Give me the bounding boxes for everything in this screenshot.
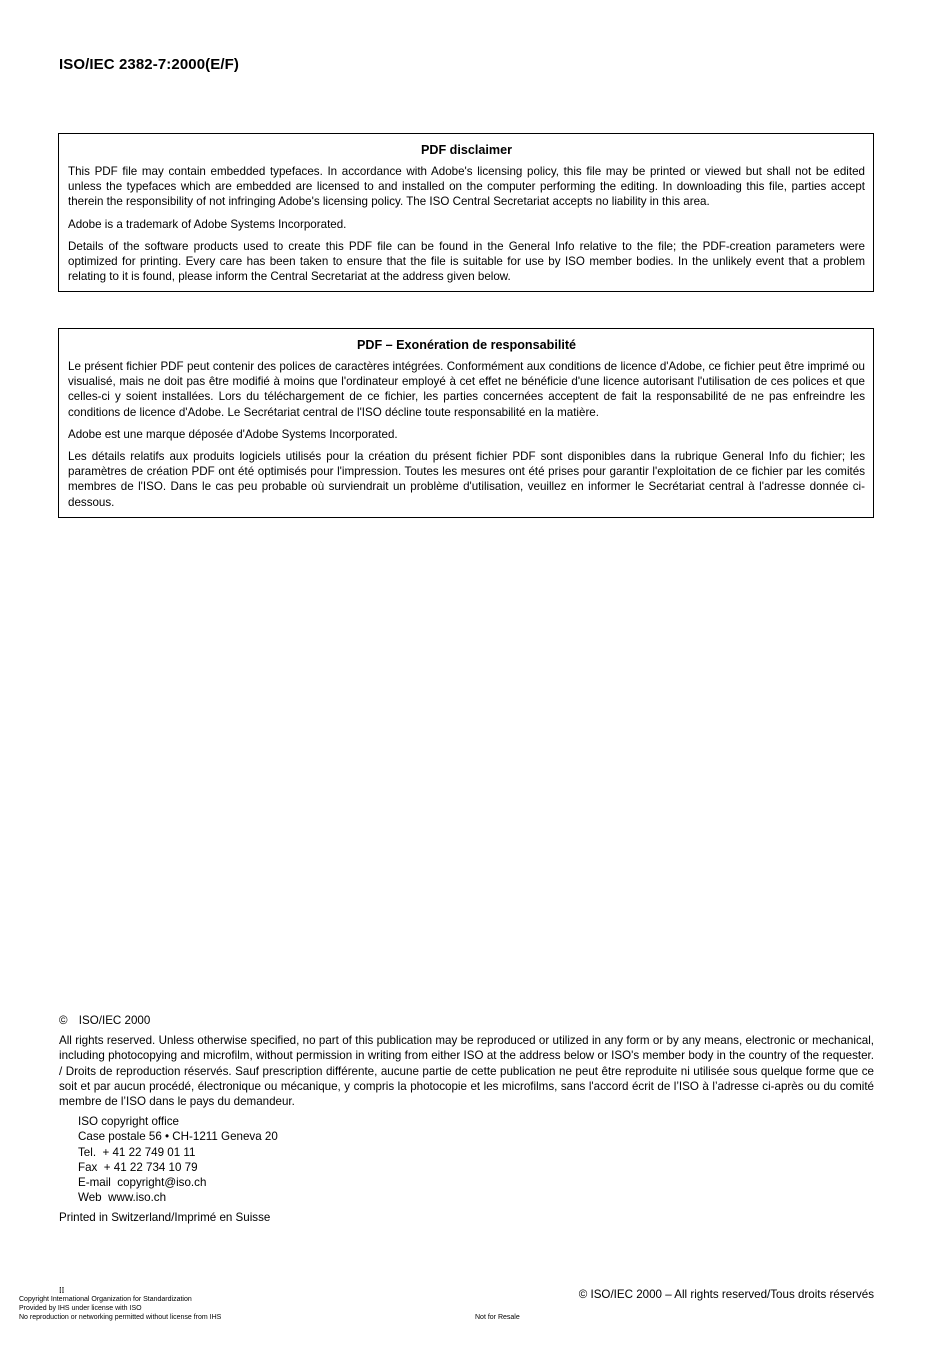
- office-name: ISO copyright office: [78, 1115, 179, 1129]
- license-line: No reproduction or networking permitted without license from IHS: [19, 1314, 222, 1321]
- printed-location: Printed in Switzerland/Imprimé en Suisse: [59, 1211, 271, 1225]
- rights-statement: All rights reserved. Unless otherwise specified, no part of this publication may be reproduced or utilized in any form or by any means, electronic or mechanical, including photocopying and microfilm, without permission in writing from either ISO at the address below or ISO's member body in the country of the requester. / Droits de reproduction réservés. Sauf prescription différente, aucune partie de cette publication ne peut être reproduite ni utilisée sous quelque forme que ce soit et par aucun procédé, électronique ou mécanique, y compris la photocopie et les microfilms, sans l'accord écrit de l’ISO à l’adresse ci-après ou du comité membre de l’ISO dans le pays du demandeur.: [59, 1034, 874, 1109]
- copyright-notice: [59, 1013, 874, 1226]
- telephone: Tel. + 41 22 749 01 11: [78, 1145, 196, 1159]
- footer-marks: ⁞⁞: [59, 1286, 65, 1295]
- license-line: Provided by IHS under license with ISO: [19, 1305, 142, 1312]
- disclaimer-paragraph: Les détails relatifs aux produits logiciels utilisés pour la création du présent fichier PDF sont disponibles dans la rubrique General Info du fichier; les paramètres de création PDF ont été optimisés pour l'impression. Toutes les mesures ont été prises pour garantir l'exploitation de ce fichier par les comités membres de l'ISO. Dans le cas peu probable où surviendrait un problème d'utilisation, veuillez en informer le Secrétariat central à l'adresse donnée ci-dessous.: [68, 450, 865, 509]
- disclaimer-paragraph: Adobe is a trademark of Adobe Systems Incorporated.: [68, 217, 347, 231]
- copyright-office-address: [78, 1114, 874, 1205]
- license-line: Copyright International Organization for Standardization: [19, 1296, 192, 1303]
- not-for-resale-label: Not for Resale: [475, 1314, 520, 1321]
- copyright-symbol: ©: [59, 1014, 68, 1027]
- copyright-holder-line: [59, 1013, 874, 1028]
- copyright-holder: ISO/IEC 2000: [78, 1014, 151, 1027]
- disclaimer-title: PDF disclaimer: [421, 143, 512, 157]
- disclaimer-paragraph: Adobe est une marque déposée d'Adobe Systems Incorporated.: [68, 427, 398, 441]
- pdf-disclaimer-french: [58, 328, 874, 518]
- web-address: Web www.iso.ch: [78, 1191, 167, 1205]
- disclaimer-paragraph: Le présent fichier PDF peut contenir des polices de caractères intégrées. Conformément aux conditions de licence d'Adobe, ce fichier peut être imprimé ou visualisé, mais ne doit pas être modifié à moins que l'ordinateur employé à cet effet ne bénéficie d'une licence autorisant l'utilisation de ces polices et que celles-ci y soient installées. Lors du téléchargement de ce fichier, les parties concernées acceptent de fait la responsabilité de ne pas enfreindre les conditions de licence d'Adobe. Le Secrétariat central de l'ISO décline toute responsabilité en la matière.: [68, 360, 865, 419]
- pdf-disclaimer-english: [58, 133, 874, 292]
- disclaimer-paragraph: This PDF file may contain embedded typefaces. In accordance with Adobe's licensing policy, this file may be printed or viewed but shall not be edited unless the typefaces which are embedded are licensed to and installed on the computer performing the editing. In downloading this file, parties accept therein the responsibility of not infringing Adobe's licensing policy. The ISO Central Secretariat accepts no liability in this area.: [68, 165, 865, 209]
- license-footer: [19, 1287, 221, 1322]
- email-address: E-mail copyright@iso.ch: [78, 1176, 207, 1190]
- document-identifier: ISO/IEC 2382-7:2000(E/F): [59, 56, 239, 73]
- footer-rights-notice: © ISO/IEC 2000 – All rights reserved/Tous droits réservés: [578, 1288, 874, 1301]
- postal-address: Case postale 56 • CH-1211 Geneva 20: [78, 1130, 278, 1144]
- fax: Fax + 41 22 734 10 79: [78, 1160, 198, 1174]
- disclaimer-paragraph: Details of the software products used to create this PDF file can be found in the General Info relative to the file; the PDF-creation parameters were optimized for printing. Every care has been taken to ensure that the file is suitable for use by ISO member bodies. In the unlikely event that a problem relating to it is found, please inform the Central Secretariat at the address given below.: [68, 239, 865, 284]
- disclaimer-title: PDF – Exonération de responsabilité: [356, 338, 577, 352]
